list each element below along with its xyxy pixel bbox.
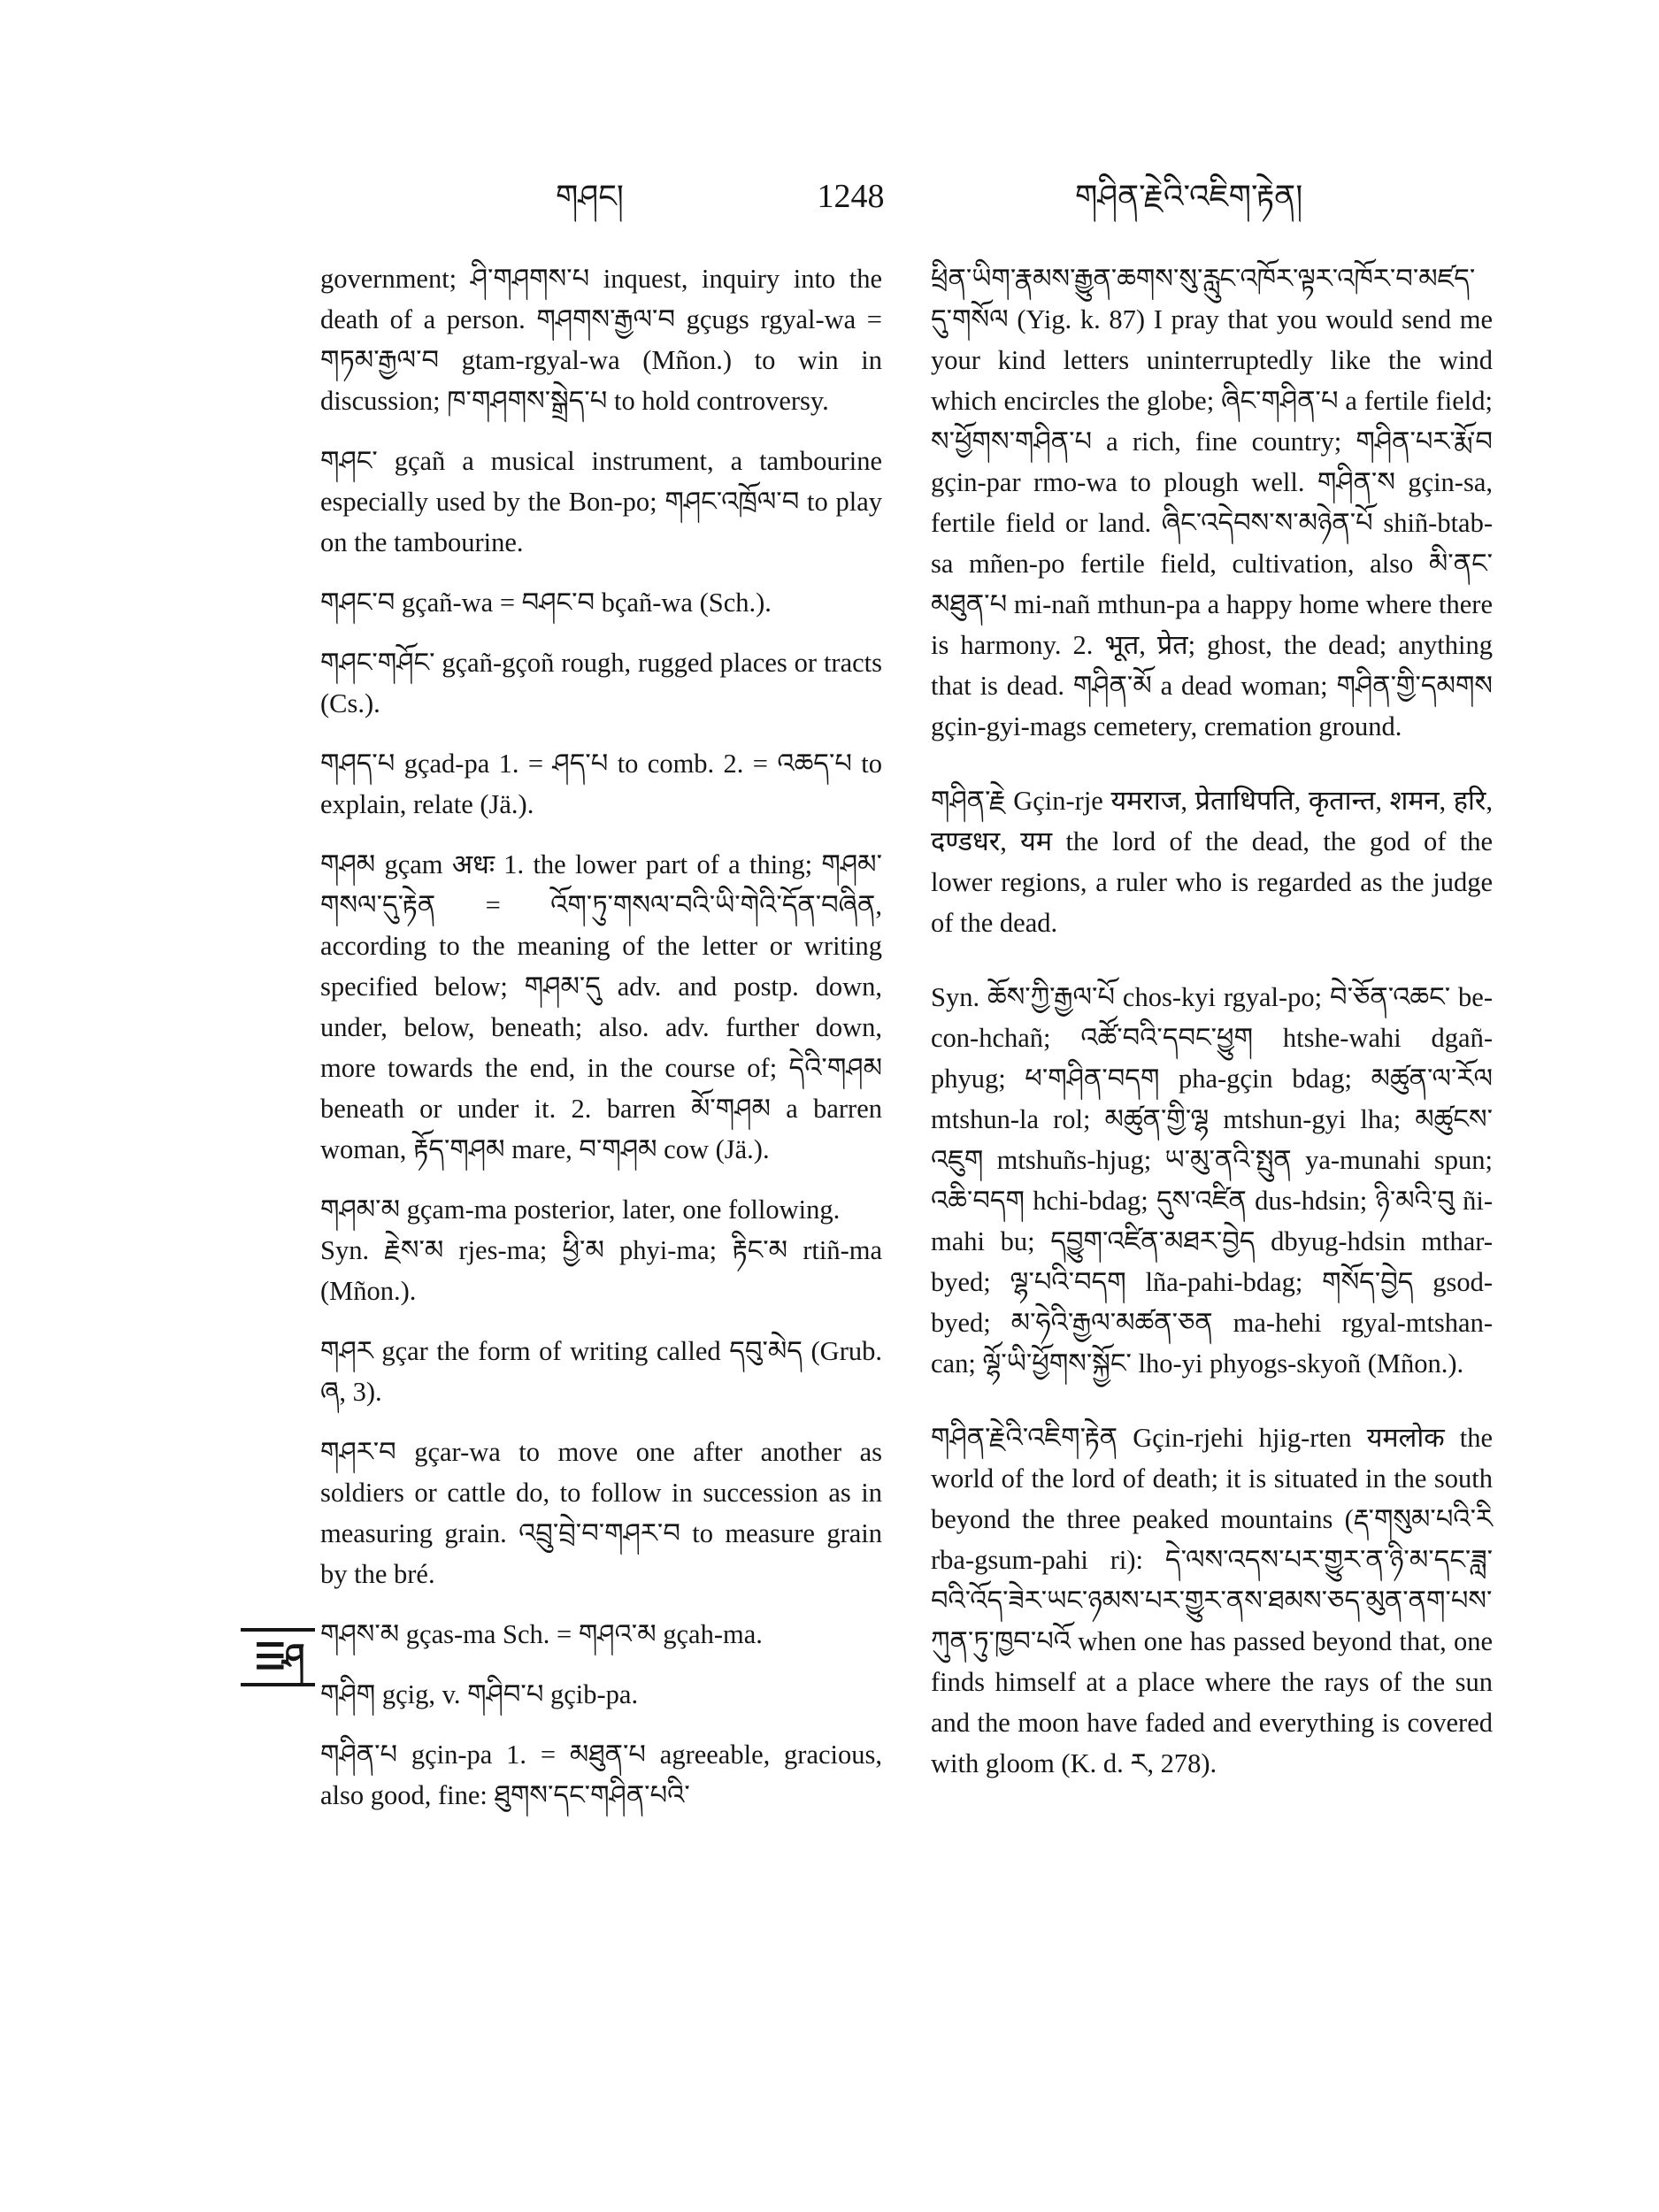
entry-gcin-pa-continued: ཕྲིན་ཡིག་རྣམས་རྒྱུན་ཆགས་སུ་རླུང་འཁོར་ལྟར་འཁོར་བ་མཛད་དུ་གསོལ (Yig. k. 87) I pray that you would send me your kind letters uninterruptedly like the wind which encircles the globe; ཞིང་གཤིན་པ a fertile field; ས་ཕྱོགས་གཤིན་པ a rich, fine country; གཤིན་པར་རྨོ་བ gçin-par rmo-wa to plough well. གཤིན་ས gçin-sa, fertile field or land. ཞིང་འདེབས་ས་མཉེན་པོ shiñ-btab-sa mñen-po fertile field, cultivation, also མི་ནང་མཐུན་པ mi-nañ mthun-pa a happy home where there is harmony. 2. भूत, प्रेत; ghost, the dead; anything that is dead. གཤིན་མོ a dead woman; གཤིན་གྱི་དམགས gçin-gyi-mags cemetery, cremation ground.	[931, 264, 1493, 741]
entry-gcig: གཤིག gçig, v. གཤིབ་པ gçib-pa.	[320, 1679, 639, 1709]
entry-gcin-rjehi-hjig-rten: གཤིན་རྗེའི་འཇིག་རྟེན Gçin-rjehi hjig-rten यमलोक the world of the lord of death; it is situated in the south beyond the three peaked mountains (རྡ་གསུམ་པའི་རི rba-gsum-pahi ri): དེ་ལས་འདས་པར་གྱུར་ན་ཉི་མ་དང་ཟླ་བའི་འོད་ཟེར་ཡང་ཉམས་པར་གྱུར་ནས་ཐམས་ཅད་མུན་ནག་པས་ཀུན་ཏུ་ཁྱབ་པའོ when one has passed beyond that, one finds himself at a place where the rays of the sun and the moon have faded and everything is covered with gloom (K. d. ར, 278).	[931, 1423, 1493, 1778]
margin-tibetan-mark: ☰ཤ	[241, 1628, 315, 1686]
right-column	[931, 258, 1493, 1784]
page-number: 1248	[817, 178, 885, 215]
entry-gcar: གཤར gçar the form of writing called དབུ་མེད (Grub. ཞ, 3).	[320, 1336, 882, 1407]
header-left-guide-word: གཤང།	[556, 179, 624, 214]
entry-gcin-rje: གཤིན་རྗེ Gçin-rje यमराज, प्रेताधिपति, कृतान्त, शमन, हरि, दण्डधर, यम the lord of the dead, the god of the lower regions, a ruler who is regarded as the judge of the dead.	[931, 786, 1493, 938]
entry-gcan-gcon: གཤང་གཤོང་ gçañ-gçoñ rough, rugged places or tracts (Cs.).	[320, 648, 882, 718]
entry-gcan: གཤང་ gçañ a musical instrument, a tambourine especially used by the Bon-po; གཤང་འཁྲོལ་བ to play on the tambourine.	[320, 446, 882, 557]
entry-gcam-ma: གཤམ་མ gçam-ma posterior, later, one following.	[320, 1194, 841, 1225]
entry-gcad-pa: གཤད་པ gçad-pa 1. = ཤད་པ to comb. 2. = འཆད་པ to explain, relate (Jä.).	[320, 749, 882, 819]
entry-gcar-wa: གཤར་བ gçar-wa to move one after another as soldiers or cattle do, to follow in succession as in measuring grain. འབྲུ་བྲེ་བ་གཤར་བ to measure grain by the bré.	[320, 1437, 882, 1589]
header-right-guide-word: གཤིན་རྗེའི་འཇིག་རྟེན།	[1075, 179, 1303, 214]
entry-synonyms-gcin-rje: Syn. ཆོས་ཀྱི་རྒྱལ་པོ chos-kyi rgyal-po; བེ་ཅོན་འཆང་ be-con-hchañ; འཚོ་བའི་དབང་ཕྱུག htshe-wahi dgañ-phyug; ཕ་གཤིན་བདག pha-gçin bdag; མཚུན་ལ་རོལ mtshun-la rol; མཚུན་གྱི་ལྷ mtshun-gyi lha; མཚུངས་འཇུག mtshuñs-hjug; ཡ་མུ་ནའི་སྤུན ya-munahi spun; འཆི་བདག hchi-bdag; དུས་འཛིན dus-hdsin; ཉི་མའི་བུ ñi-mahi bu; དབྱུག་འཛིན་མཐར་བྱེད dbyug-hdsin mthar-byed; ལྷ་པའི་བདག lña-pahi-bdag; གསོད་བྱེད gsod-byed; མ་ཧེའི་རྒྱལ་མཚན་ཅན ma-hehi rgyal-mtshan-can; ལྷོ་ཡི་ཕྱོགས་སྐྱོང་ lho-yi phyogs-skyoñ (Mñon.).	[931, 982, 1493, 1379]
entry-synonyms: Syn. རྗེས་མ rjes-ma; ཕྱི་མ phyi-ma; རྟིང་མ rtiñ-ma (Mñon.).	[320, 1235, 882, 1306]
left-column	[320, 258, 882, 1816]
entry-gcin-pa: གཤིན་པ gçin-pa 1. = མཐུན་པ agreeable, gracious, also good, fine: ཐུགས་དང་གཤིན་པའི་	[320, 1740, 882, 1810]
entry-gcan-wa: གཤང་བ gçañ-wa = བཤང་བ bçañ-wa (Sch.).	[320, 588, 772, 618]
entry-gcam: གཤམ gçam अधः 1. the lower part of a thing; གཤམ་གསལ་དུ་རྟེན = འོག་ཏུ་གསལ་བའི་ཡི་གེའི་དོན་བཞིན, according to the meaning of the letter or writing specified below; གཤམ་དུ adv. and postp. down, under, below, beneath; also. adv. further down, more towards the end, in the course of; དེའི་གཤམ beneath or under it. 2. barren མོ་གཤམ a barren woman, རྟོད་གཤམ mare, བ་གཤམ cow (Jä.).	[320, 849, 882, 1164]
entry-continuation: government; ཤི་གཤགས་པ inquest, inquiry into the death of a person. གཤགས་རྒྱལ་བ gçugs rgyal-wa = གཏམ་རྒྱལ་བ gtam-rgyal-wa (Mñon.) to win in discussion; ཁ་གཤགས་སྒྲེད་པ to hold controversy.	[320, 264, 882, 416]
entry-gcas-ma: གཤས་མ gças-ma Sch. = གཤའ་མ gçah-ma.	[320, 1619, 763, 1649]
